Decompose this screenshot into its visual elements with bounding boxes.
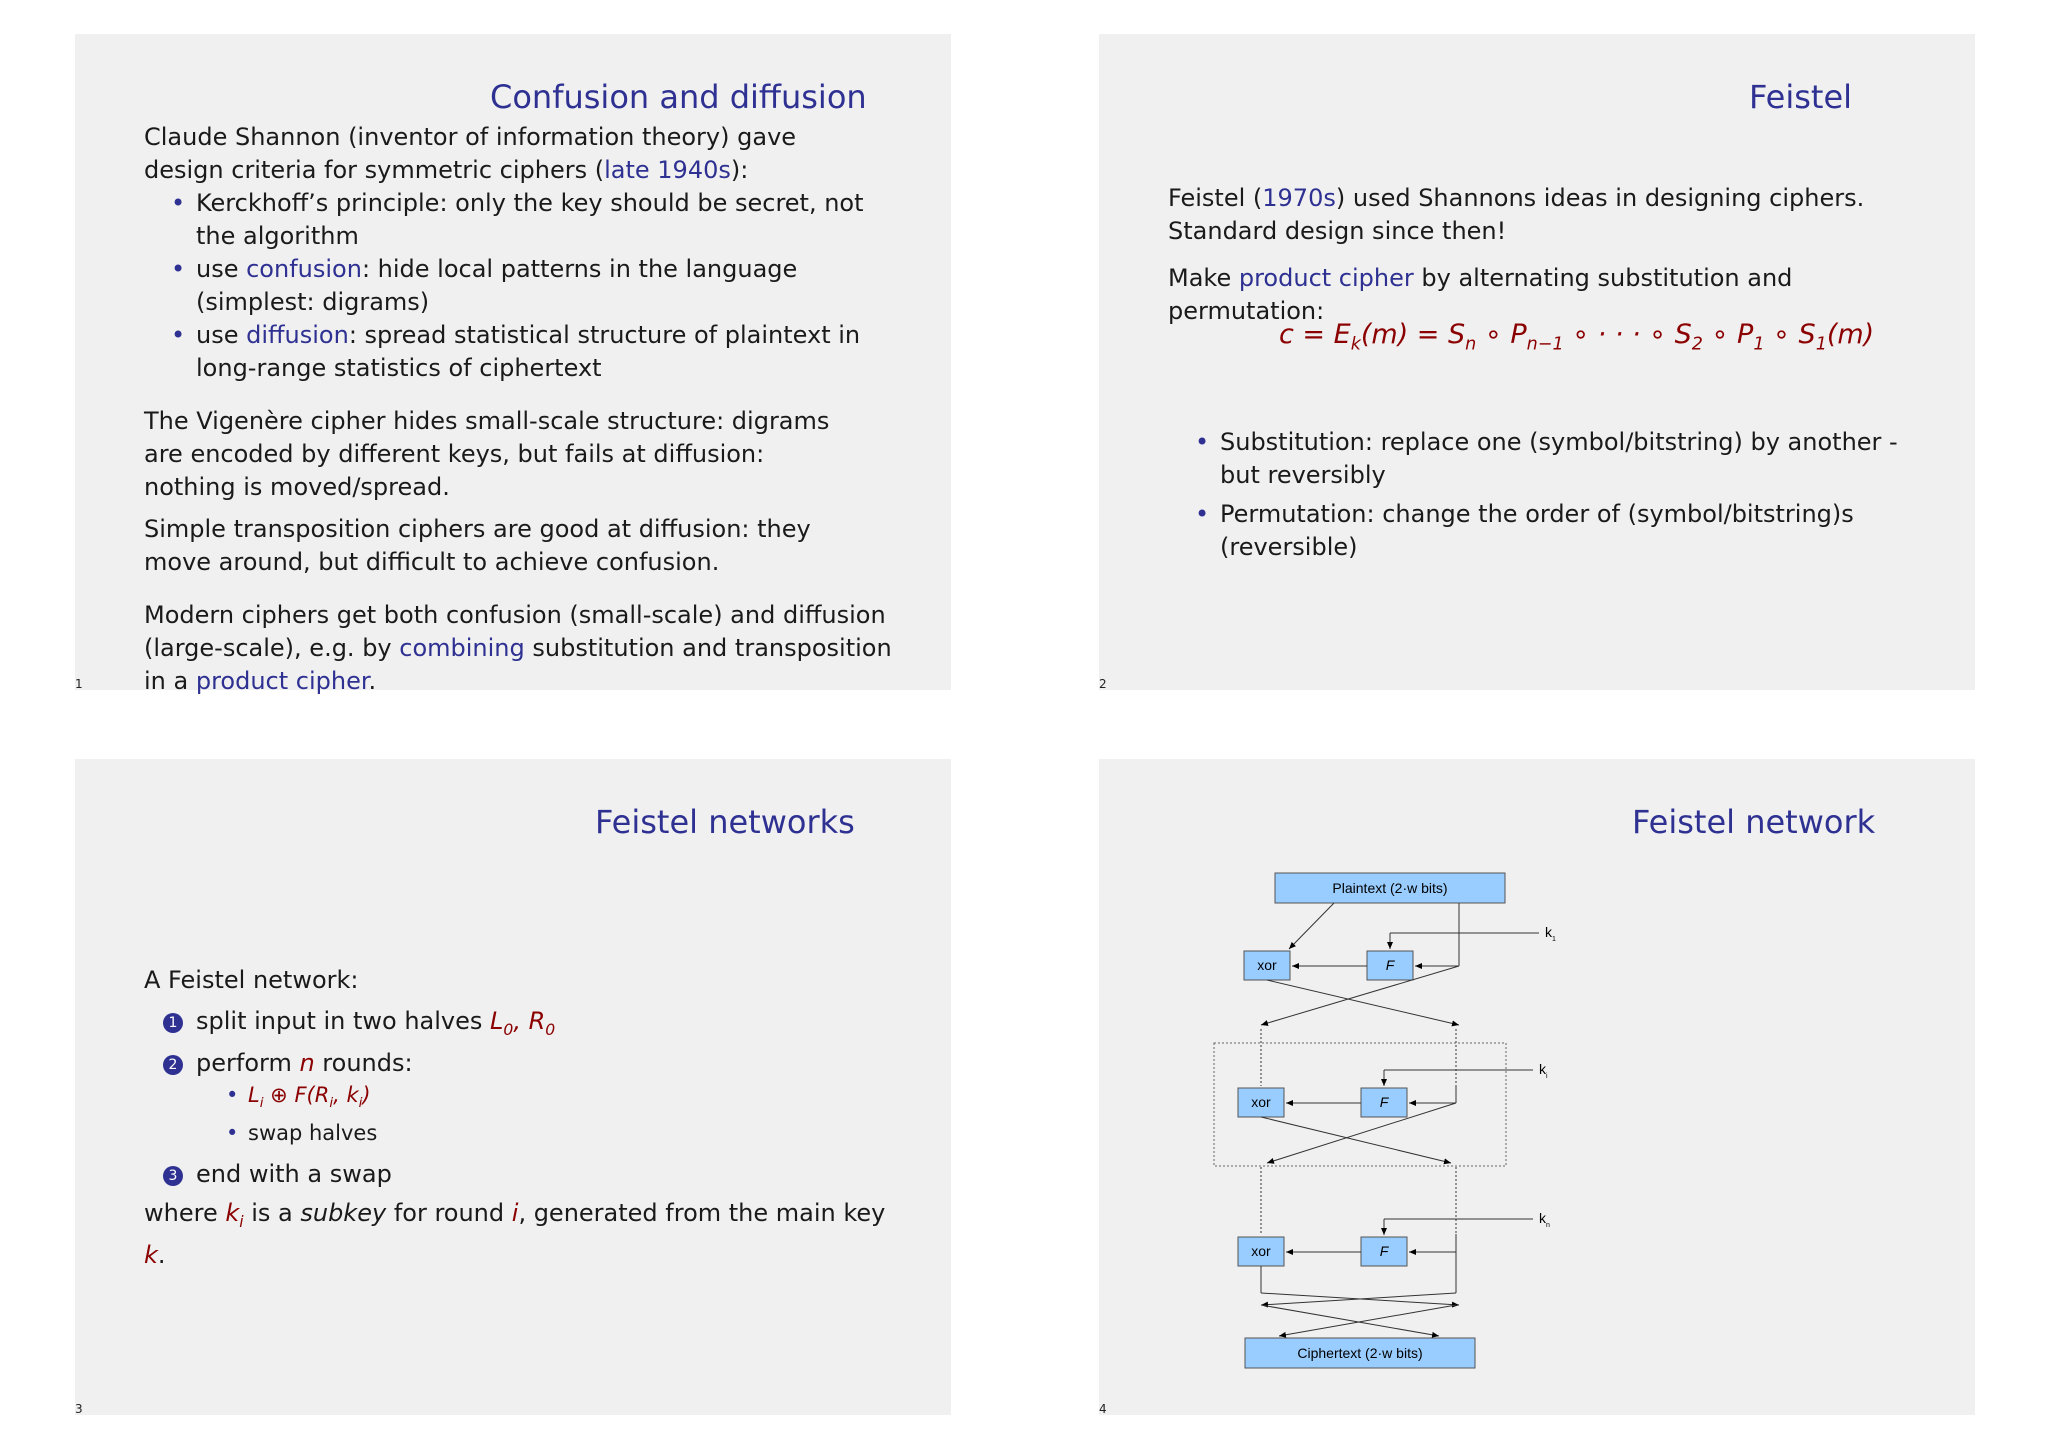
subkey-label-n: $k_n$ xyxy=(1539,1210,1550,1229)
plaintext-label: Plaintext (2·w bits) xyxy=(1332,880,1448,896)
f-label: F xyxy=(1379,1243,1389,1259)
slide-4 xyxy=(1099,759,1975,1415)
list-item: • Kerckhoff’s principle: only the key should be secret, not the algorithm xyxy=(144,187,874,253)
list-item: 1 split input in two halves $L_0$, $R_0$ xyxy=(144,1005,904,1047)
step-number: 1 xyxy=(163,1013,183,1033)
intro-paragraph: Claude Shannon (inventor of information theory) gave design criteria for symmetric ciphers (late 1940s): xyxy=(144,123,797,184)
page-number: 1 xyxy=(75,677,83,691)
steps-list xyxy=(144,1005,904,1191)
f-label: F xyxy=(1385,957,1395,973)
subkey-note: where $k_i$ is a subkey for round i, generated from the main key k. xyxy=(144,1198,886,1269)
page-number: 3 xyxy=(75,1402,83,1416)
transposition-paragraph: Simple transposition ciphers are good at diffusion: they move around, but difficult to achieve confusion. xyxy=(144,515,811,576)
slide-body xyxy=(1168,182,1928,328)
subkey-label-1: $k_1$ xyxy=(1545,924,1556,943)
xor-label: xor xyxy=(1257,957,1277,973)
math-halves: $L_0$, $R_0$ xyxy=(490,1007,556,1039)
math-n: n xyxy=(299,1048,315,1077)
list-item: 2 perform n rounds: • $L_i$ ⊕ $F(R_i$, $k_i$) • swap halves xyxy=(144,1047,904,1148)
slide-body xyxy=(144,964,904,1272)
xor-label: xor xyxy=(1251,1243,1271,1259)
slide-title: Feistel xyxy=(1749,78,1853,116)
page-number: 4 xyxy=(1099,1402,1107,1416)
ciphertext-label: Ciphertext (2·w bits) xyxy=(1297,1345,1423,1361)
definitions xyxy=(1168,426,1928,564)
slide-3 xyxy=(75,759,951,1415)
list-item: • Permutation: change the order of (symbol/bitstring)s (reversible) xyxy=(1168,498,1928,564)
list-item: • swap halves xyxy=(196,1118,904,1148)
slide-title: Feistel networks xyxy=(595,803,855,841)
round-steps xyxy=(196,1080,904,1148)
page-number: 2 xyxy=(1099,677,1107,691)
subkey-label-i: $k_i$ xyxy=(1539,1061,1548,1080)
f-label: F xyxy=(1379,1094,1389,1110)
list-item xyxy=(196,1080,904,1118)
criteria-list xyxy=(144,187,874,385)
slide-1 xyxy=(75,34,951,695)
intro-paragraph: Feistel (1970s) used Shannons ideas in designing ciphers. Standard design since then! xyxy=(1168,184,1865,245)
product-cipher-paragraph: Make product cipher by alternating substitution and permutation: xyxy=(1168,264,1793,325)
lead-text: A Feistel network: xyxy=(144,966,359,994)
definition-list xyxy=(1168,426,1928,564)
math-round-function: $L_i$ ⊕ $F(R_i$, $k_i$) xyxy=(248,1082,371,1111)
step-number: 2 xyxy=(163,1055,183,1075)
slide-2 xyxy=(1099,34,1975,690)
slide-body xyxy=(144,121,892,698)
slide-title: Confusion and diffusion xyxy=(490,78,867,116)
step-number: 3 xyxy=(163,1166,183,1186)
list-item: • Substitution: replace one (symbol/bitstring) by another - but reversibly xyxy=(1168,426,1928,492)
slide-title: Feistel network xyxy=(1632,803,1876,841)
list-item: 3 end with a swap xyxy=(144,1158,904,1191)
modern-ciphers-paragraph: Modern ciphers get both confusion (small-scale) and diffusion (large-scale), e.g. by combining substitution and transposition in a product cipher. xyxy=(144,601,892,695)
list-item: • use confusion: hide local patterns in the language (simplest: digrams) xyxy=(144,253,874,319)
list-item: • use diffusion: spread statistical structure of plaintext in long-range statistics of ciphertext xyxy=(144,319,874,385)
product-cipher-formula: $c = E_k(m) = S_n$ ∘ $P_{n-1}$ ∘ · · · ∘ $S_2$ ∘ $P_1$ ∘ $S_1(m)$ xyxy=(1279,319,1875,355)
feistel-diagram xyxy=(1099,759,1975,1415)
xor-label: xor xyxy=(1251,1094,1271,1110)
vigenere-paragraph: The Vigenère cipher hides small-scale structure: digrams are encoded by different keys, but fails at diffusion: nothing is moved/spread. xyxy=(144,407,830,501)
